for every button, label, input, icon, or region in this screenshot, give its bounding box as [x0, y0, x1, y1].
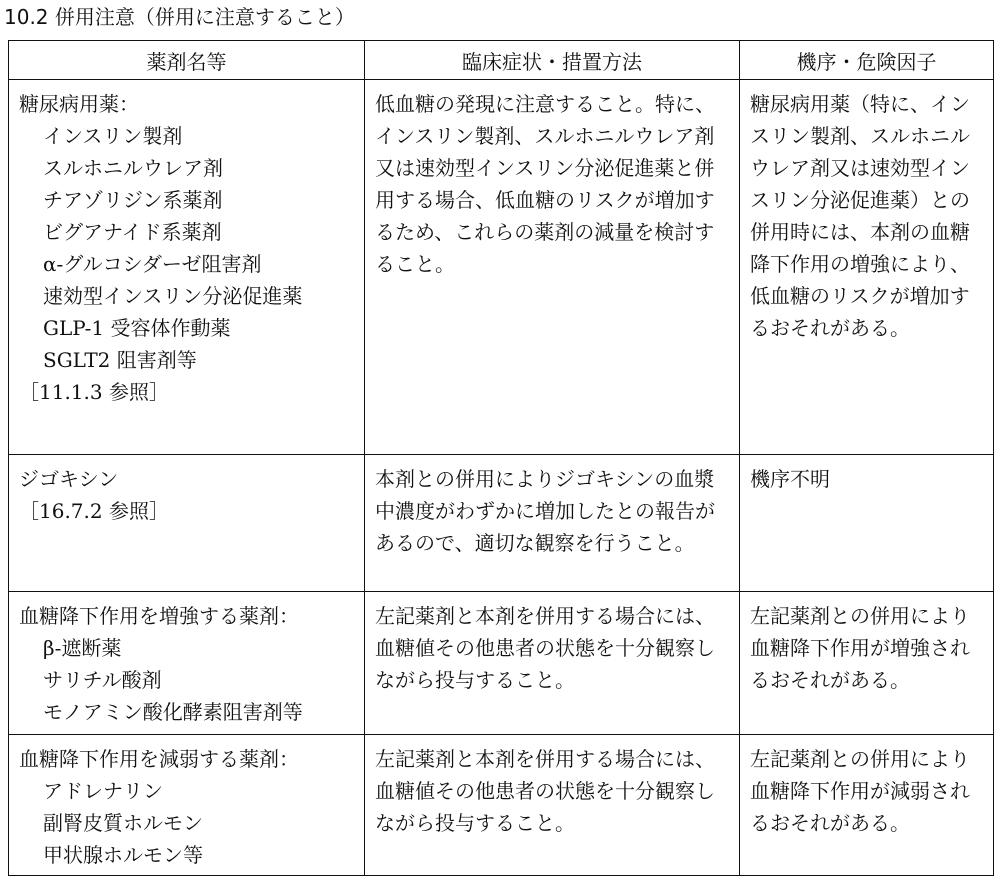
table-row — [9, 735, 994, 876]
clinical-text: 本剤との併用によりジゴキシンの血漿中濃度がわずかに増加したとの報告があるので、適切な観察を行うこと。 — [375, 467, 715, 555]
table-row — [9, 80, 994, 455]
drug-item: スルホニルウレア剤 — [43, 156, 223, 180]
drug-item: 副腎皮質ホルモン — [43, 811, 203, 835]
clinical-text: 低血糖の発現に注意すること。特に、インスリン製剤、スルホニルウレア剤又は速効型インスリン分泌促進薬と併用する場合、低血糖のリスクが増加するため、これらの薬剤の減量を検討すること。 — [375, 92, 715, 276]
clinical-cell — [365, 80, 740, 455]
drug-cell — [9, 735, 365, 876]
table-row — [9, 592, 994, 735]
drug-item: 速効型インスリン分泌促進薬 — [43, 284, 303, 308]
mechanism-text: 左記薬剤との併用により血糖降下作用が増強されるおそれがある。 — [750, 604, 970, 692]
drug-item: β-遮断薬 — [43, 636, 122, 660]
section-heading: 10.2 併用注意（併用に注意すること） — [4, 5, 355, 29]
section-reference: ［16.7.2 参照］ — [19, 499, 169, 523]
drug-cell — [9, 455, 365, 592]
section-reference: ［11.1.3 参照］ — [19, 380, 169, 404]
table-header-row — [9, 41, 994, 80]
drug-item: 甲状腺ホルモン等 — [43, 843, 203, 867]
drug-category-title: 糖尿病用薬： — [19, 92, 139, 116]
mechanism-cell — [740, 592, 994, 735]
mechanism-text: 機序不明 — [750, 467, 830, 491]
drug-item: SGLT2 阻害剤等 — [43, 348, 197, 372]
drug-category-title: ジゴキシン — [19, 467, 119, 491]
drug-cell — [9, 80, 365, 455]
mechanism-text: 糖尿病用薬（特に、インスリン製剤、スルホニルウレア剤又は速効型インスリン分泌促進薬）との併用時には、本剤の血糖降下作用の増強により、低血糖のリスクが増加するおそれがある。 — [750, 92, 970, 340]
drug-interaction-table — [8, 40, 994, 876]
drug-item: モノアミン酸化酵素阻害剤等 — [43, 700, 303, 724]
drug-category-title: 血糖降下作用を減弱する薬剤： — [19, 747, 299, 771]
drug-category-title: 血糖降下作用を増強する薬剤： — [19, 604, 299, 628]
drug-cell — [9, 592, 365, 735]
clinical-text: 左記薬剤と本剤を併用する場合には、血糖値その他患者の状態を十分観察しながら投与すること。 — [375, 604, 715, 692]
mechanism-text: 左記薬剤との併用により血糖降下作用が減弱されるおそれがある。 — [750, 747, 970, 835]
mechanism-cell — [740, 735, 994, 876]
clinical-cell — [365, 592, 740, 735]
column-header-mechanism-risk: 機序・危険因子 — [740, 41, 994, 80]
column-header-clinical-measures: 臨床症状・措置方法 — [365, 41, 740, 80]
column-header-drug-name: 薬剤名等 — [9, 41, 365, 80]
drug-item: アドレナリン — [43, 779, 163, 803]
clinical-cell — [365, 735, 740, 876]
mechanism-cell — [740, 455, 994, 592]
drug-item: α-グルコシダーゼ阻害剤 — [43, 252, 262, 276]
mechanism-cell — [740, 80, 994, 455]
drug-item: チアゾリジン系薬剤 — [43, 188, 223, 212]
table-row — [9, 455, 994, 592]
clinical-text: 左記薬剤と本剤を併用する場合には、血糖値その他患者の状態を十分観察しながら投与すること。 — [375, 747, 715, 835]
clinical-cell — [365, 455, 740, 592]
drug-item: インスリン製剤 — [43, 124, 183, 148]
drug-item: ビグアナイド系薬剤 — [43, 220, 222, 244]
drug-item: サリチル酸剤 — [43, 668, 162, 692]
drug-item: GLP-1 受容体作動薬 — [43, 316, 231, 340]
